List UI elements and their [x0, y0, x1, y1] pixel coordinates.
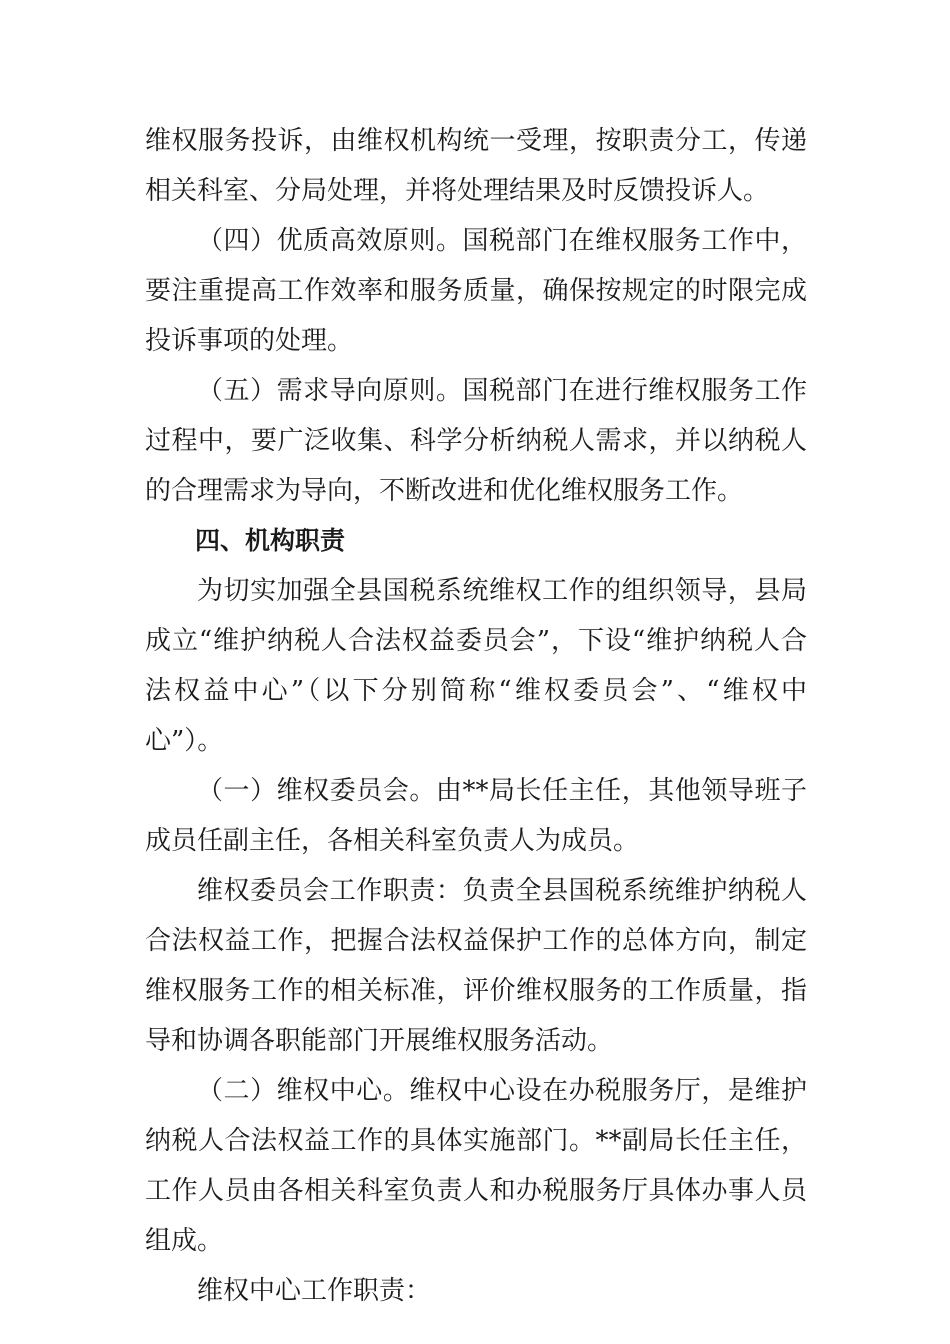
paragraph-committee: （一）维权委员会。由**局长任主任，其他领导班子成员任副主任，各相关科室负责人为成员。: [145, 776, 807, 856]
section-heading-organization: 四、机构职责: [195, 526, 346, 555]
paragraph-complaint-handling: 维权服务投诉，由维权机构统一受理，按职责分工，传递相关科室、分局处理，并将处理结果及时反馈投诉人。: [145, 126, 807, 206]
paragraph-principle-efficiency: （四）优质高效原则。国税部门在维权服务工作中，要注重提高工作效率和服务质量，确保按规定的时限完成投诉事项的处理。: [145, 226, 807, 356]
paragraph-center-duties: 维权中心工作职责：: [197, 1276, 432, 1306]
document-page: [145, 116, 807, 1316]
paragraph-organization-intro: 为切实加强全县国税系统维权工作的组织领导，县局成立“维护纳税人合法权益委员会”，下设“维护纳税人合法权益中心”（以下分别简称“维权委员会”、“维权中心”）。: [145, 576, 807, 756]
paragraph-committee-duties: 维权委员会工作职责：负责全县国税系统维护纳税人合法权益工作，把握合法权益保护工作的总体方向，制定维权服务工作的相关标准，评价维权服务的工作质量，指导和协调各职能部门开展维权服务活动。: [145, 876, 807, 1056]
paragraph-principle-demand: （五）需求导向原则。国税部门在进行维权服务工作过程中，要广泛收集、科学分析纳税人需求，并以纳税人的合理需求为导向，不断改进和优化维权服务工作。: [145, 376, 807, 506]
paragraph-center: （二）维权中心。维权中心设在办税服务厅，是维护纳税人合法权益工作的具体实施部门。**副局长任主任，工作人员由各相关科室负责人和办税服务厅具体办事人员组成。: [145, 1076, 807, 1256]
